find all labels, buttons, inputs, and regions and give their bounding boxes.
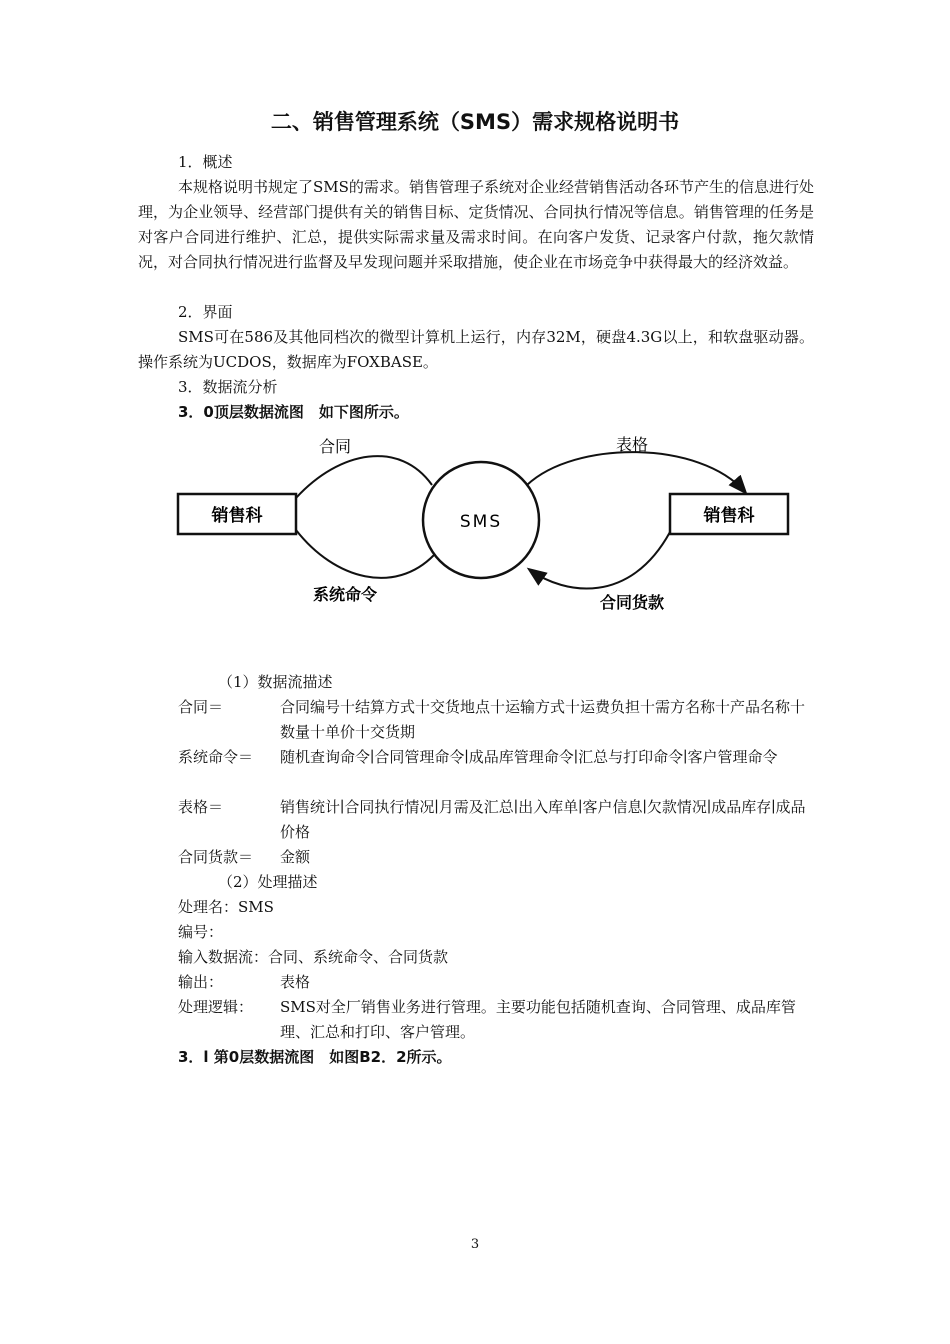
table-flow-arc	[527, 452, 745, 492]
dataflow-def-contract	[178, 695, 814, 745]
def-body: 随机查询命令∣合同管理命令∣成品库管理命令∣汇总与打印命令∣客户管理命令	[280, 748, 778, 766]
system-command-flow-label: 系统命令	[312, 585, 378, 604]
process-input: 输入数据流：合同、系统命令、合同货款	[178, 948, 449, 966]
process-number: 编号：	[178, 923, 224, 941]
section-3-0-heading: 3．0顶层数据流图 如下图所示。	[178, 403, 409, 421]
dataflow-description-heading: （1）数据流描述	[218, 673, 333, 691]
page-number: 3	[470, 1237, 480, 1252]
def-term: 处理逻辑：	[178, 998, 254, 1016]
sms-process-label: SMS	[459, 512, 503, 532]
process-description-heading: （2）处理描述	[218, 873, 318, 891]
contract-flow-arc	[296, 456, 432, 498]
dataflow-def-table	[178, 795, 814, 845]
def-body: 销售统计∣合同执行情况∣月需及汇总∣出入库单∣客户信息∣欠款情况∣成品库存∣成品价格	[280, 798, 806, 841]
document-title: 二、销售管理系统（SMS）需求规格说明书	[270, 110, 680, 134]
def-body: 金额	[280, 848, 311, 866]
left-box-label: 销售科	[211, 506, 263, 526]
right-box-label: 销售科	[703, 506, 755, 526]
def-term: 表格＝	[178, 798, 224, 816]
process-logic	[178, 995, 814, 1045]
section-1-paragraph: 本规格说明书规定了SMS的需求。销售管理子系统对企业经营销售活动各环节产生的信息进行处理，为企业领导、经营部门提供有关的销售目标、定货情况、合同执行情况等信息。销售管理的任务是对客户合同进行维护、汇总，提供实际需求量及需求时间。在向客户发货、记录客户付款，拖欠款情况，对合同执行情况进行监督及早发现问题并采取措施，使企业在市场竞争中获得最大的经济效益。	[138, 178, 814, 271]
contract-payment-flow-arc	[530, 532, 670, 589]
table-flow-label: 表格	[615, 435, 649, 454]
dataflow-def-contract-payment	[178, 845, 814, 870]
def-term: 输出：	[178, 973, 224, 991]
section-2-paragraph: SMS可在586及其他同档次的微型计算机上运行，内存32M，硬盘4.3G以上，和软盘驱动器。操作系统为UCDOS，数据库为FOXBASE。	[138, 328, 814, 371]
def-body: 合同编号十结算方式十交货地点十运输方式十运费负担十需方名称十产品名称十数量十单价十交货期	[280, 698, 806, 741]
contract-payment-flow-label: 合同货款	[599, 593, 665, 612]
top-level-dataflow-diagram	[170, 430, 800, 620]
system-command-flow-arc	[296, 530, 434, 578]
dataflow-def-system-command	[178, 745, 814, 770]
def-body: SMS对全厂销售业务进行管理。主要功能包括随机查询、合同管理、成品库管理、汇总和打印、客户管理。	[280, 998, 796, 1041]
section-2-heading: 2．界面	[178, 303, 233, 321]
section-3-1-heading: 3．l 第0层数据流图 如图B2．2所示。	[178, 1048, 452, 1066]
section-1-heading: 1．概述	[178, 153, 233, 171]
def-term: 合同＝	[178, 698, 224, 716]
def-term: 合同货款＝	[178, 848, 254, 866]
contract-flow-label: 合同	[318, 437, 352, 456]
def-body: 表格	[280, 973, 311, 991]
section-3-heading: 3．数据流分析	[178, 378, 278, 396]
def-term: 系统命令＝	[178, 748, 254, 766]
process-output	[178, 970, 814, 995]
process-name: 处理名：SMS	[178, 898, 274, 916]
